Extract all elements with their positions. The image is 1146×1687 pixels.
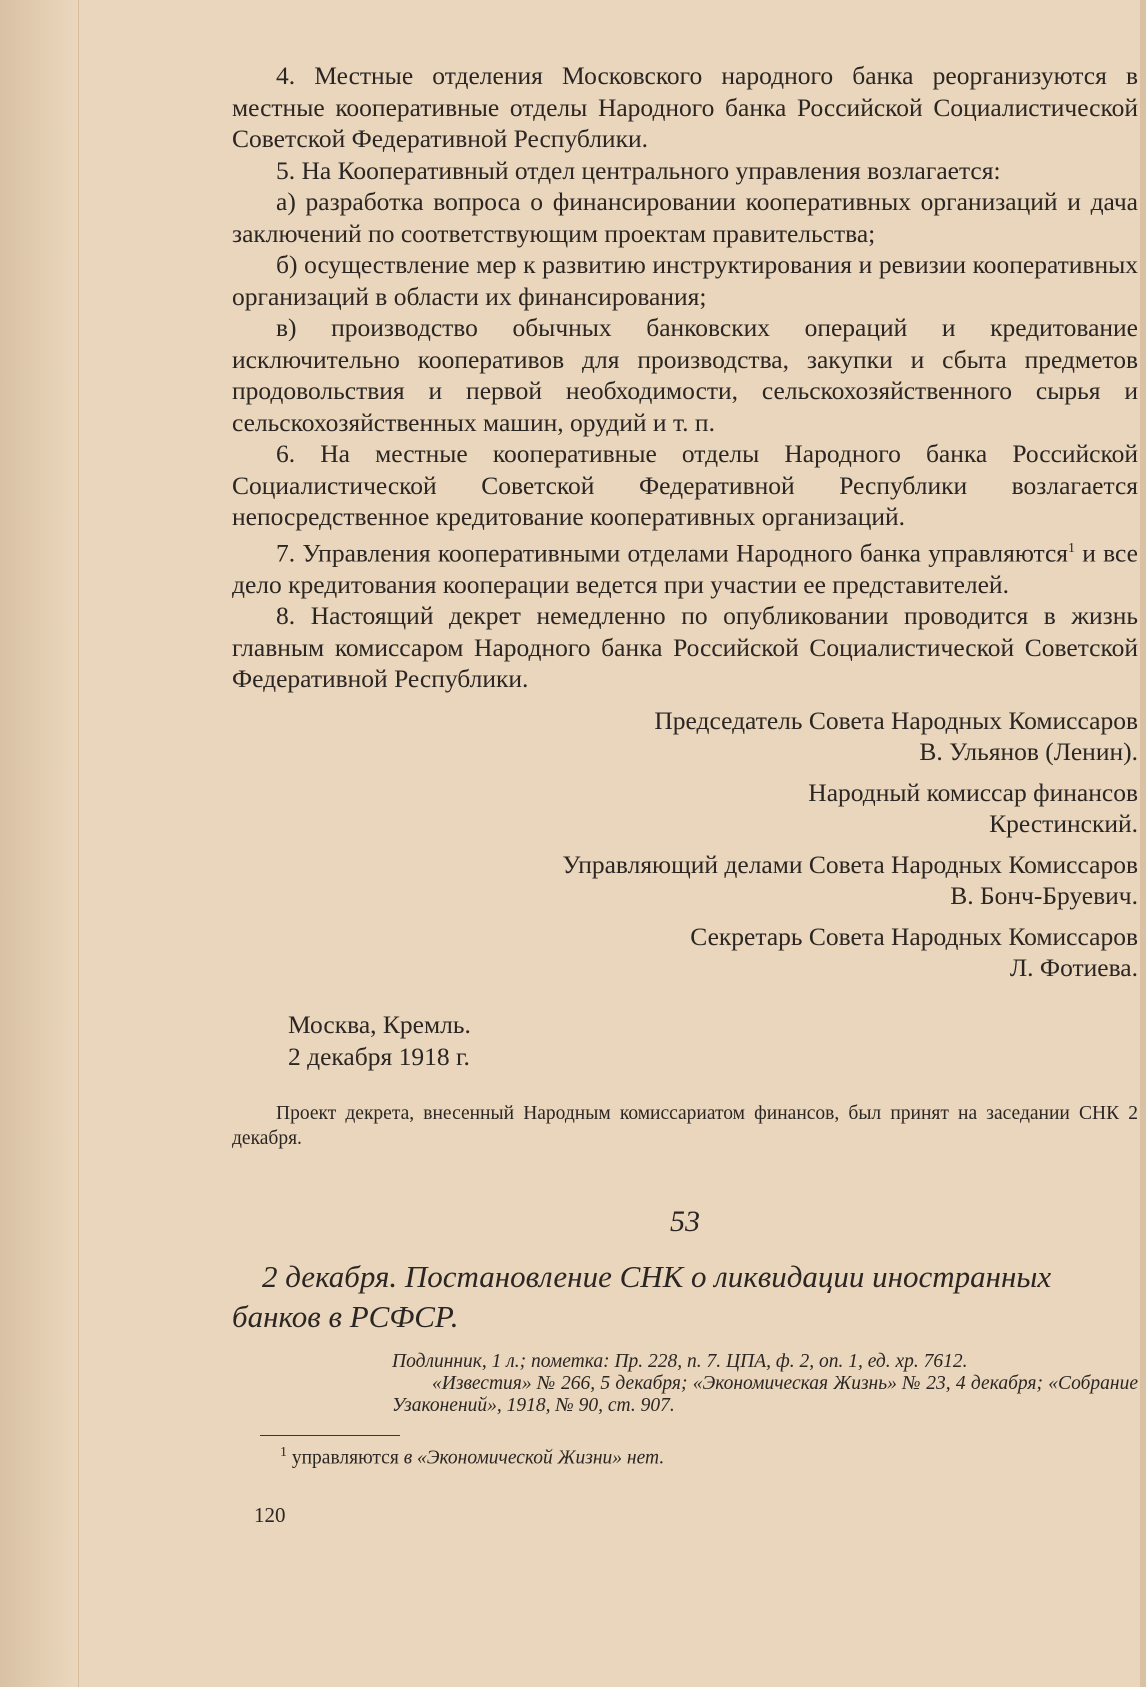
document-number: 53 (670, 1204, 700, 1238)
document-title: 2 декабря. Постановление СНК о ликвидации иностранных банков в РСФСР. (232, 1258, 1052, 1334)
document-sources (392, 1351, 1138, 1417)
page-binding-edge (0, 0, 79, 1687)
footnote-text: в «Экономической Жизни» нет. (403, 1447, 665, 1468)
signature-name: В. Бонч-Бруевич. (950, 880, 1138, 910)
paragraph-6: 6. На местные кооперативные отделы Народного банка Российской Социалистической Советской Федеративной Республики возлагается непосредственное кредитование кооперативных организаций. (232, 439, 1138, 531)
footnote-number: 1 (280, 1444, 287, 1460)
place-and-date (288, 1009, 1138, 1073)
paragraph-5b: б) осуществление мер к развитию инструктирования и ревизии кооперативных организаций в области их финансирования; (232, 250, 1138, 311)
signature-title: Народный комиссар финансов (808, 777, 1138, 807)
signature-chairman (232, 705, 1138, 767)
signature-name: В. Ульянов (Ленин). (919, 736, 1138, 766)
signature-manager (232, 849, 1138, 911)
paragraph-5: 5. На Кооперативный отдел центрального управления возлагается: (276, 155, 1001, 185)
footnote (280, 1440, 1138, 1472)
signature-title: Секретарь Совета Народных Комиссаров (690, 921, 1138, 951)
signature-finance-commissar (232, 777, 1138, 839)
signature-title: Управляющий делами Совета Народных Комиссаров (562, 849, 1138, 879)
paragraph-4: 4. Местные отделения Московского народного банка реорганизуются в местные кооперативные отделы Народного банка Российской Социалистической Советской Федеративной Республики. (232, 61, 1138, 153)
footnote-divider (260, 1435, 400, 1436)
paragraph-7-start: 7. Управления кооперативными отделами Народного банка управляются (276, 538, 1069, 567)
paragraph-5c: в) производство обычных банковских операций и кредитование исключительно кооперативов для производства, закупки и сбыта предметов продовольствия и первой необходимости, сельскохозяйственного сырья и сельскохозяйственных машин, орудий и т. п. (232, 313, 1138, 437)
signature-name: Крестинский. (989, 808, 1138, 838)
paragraph-5a: а) разработка вопроса о финансировании кооперативных организаций и дача заключений по соответствующим проектам правительства; (232, 187, 1138, 248)
footnote-marker: 1 (1068, 540, 1076, 556)
place: Москва, Кремль. (288, 1009, 471, 1039)
source-archive: Подлинник, 1 л.; пометка: Пр. 228, п. 7. ЦПА, ф. 2, оп. 1, ед. хр. 7612. (392, 1350, 968, 1372)
signature-title: Председатель Совета Народных Комиссаров (654, 705, 1138, 735)
paragraph-8: 8. Настоящий декрет немедленно по опубликовании проводится в жизнь главным комиссаром Народного банка Российской Социалистической Советской Федеративной Республики. (232, 601, 1138, 693)
source-publications: «Известия» № 266, 5 декабря; «Экономическая Жизнь» № 23, 4 декабря; «Собрание Узаконений», 1918, № 90, ст. 907. (392, 1372, 1138, 1416)
footnote-word: управляются (291, 1447, 399, 1468)
page-right-edge (1140, 0, 1146, 1687)
decree-body (232, 60, 1138, 695)
signature-secretary (232, 921, 1138, 983)
page-content (232, 60, 1138, 1528)
paragraph-7 (232, 533, 1138, 601)
page-number: 120 (254, 1503, 286, 1527)
date: 2 декабря 1918 г. (288, 1041, 470, 1071)
signature-name: Л. Фотиева. (1009, 952, 1138, 982)
signatures (232, 705, 1138, 983)
paragraph-7-end: и все дело кредитования кооперации ведется при участии ее представителей. (232, 538, 1138, 599)
editorial-note: Проект декрета, внесенный Народным комиссариатом финансов, был принят на заседании СНК 2 декабря. (232, 1102, 1138, 1149)
